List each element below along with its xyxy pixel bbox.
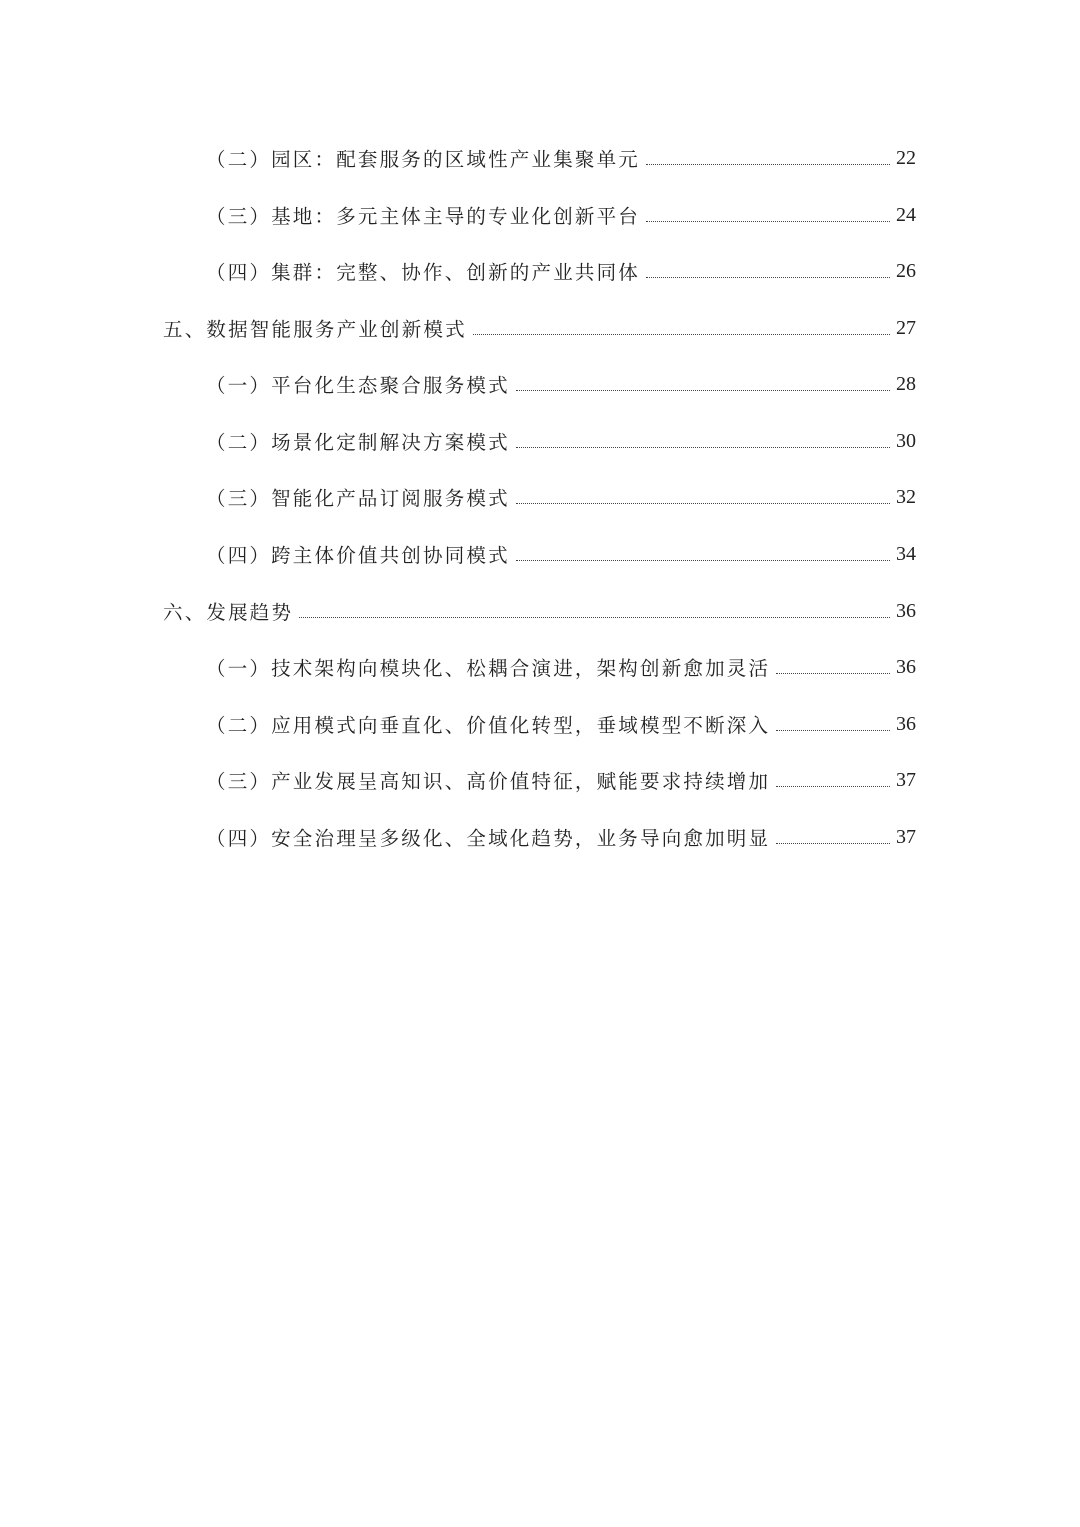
toc-entry-page-number: 37 — [896, 768, 916, 791]
toc-entry-page-number: 36 — [896, 655, 916, 678]
toc-entry-title: （一）技术架构向模块化、松耦合演进，架构创新愈加灵活 — [206, 657, 771, 680]
toc-entry-title: （二）应用模式向垂直化、价值化转型，垂域模型不断深入 — [206, 714, 771, 737]
dot-leader — [646, 164, 890, 165]
toc-entry[interactable] — [0, 367, 1080, 401]
toc-entry[interactable] — [0, 594, 1080, 628]
toc-entry-title: （一）平台化生态聚合服务模式 — [206, 374, 510, 397]
toc-entry[interactable] — [0, 763, 1080, 797]
toc-entry-page-number: 36 — [896, 599, 916, 622]
toc-entry-page-number: 36 — [896, 712, 916, 735]
toc-entry-page-number: 26 — [896, 259, 916, 282]
dot-leader — [473, 334, 890, 335]
toc-entry-title: 五、数据智能服务产业创新模式 — [163, 318, 467, 341]
dot-leader — [516, 390, 890, 391]
dot-leader — [646, 221, 890, 222]
toc-entry-title: （四）安全治理呈多级化、全域化趋势，业务导向愈加明显 — [206, 827, 771, 850]
toc-entry[interactable] — [0, 820, 1080, 854]
dot-leader — [299, 617, 890, 618]
dot-leader — [516, 447, 890, 448]
toc-entry[interactable] — [0, 198, 1080, 232]
toc-entry-title: （三）产业发展呈高知识、高价值特征，赋能要求持续增加 — [206, 770, 771, 793]
toc-entry[interactable] — [0, 707, 1080, 741]
toc-entry-title: （四）跨主体价值共创协同模式 — [206, 544, 510, 567]
dot-leader — [646, 277, 890, 278]
toc-entry[interactable] — [0, 650, 1080, 684]
dot-leader — [776, 730, 890, 731]
toc-entry-title: （三）智能化产品订阅服务模式 — [206, 487, 510, 510]
toc-entry[interactable] — [0, 141, 1080, 175]
toc-entry-title: 六、发展趋势 — [163, 601, 294, 624]
toc-entry-page-number: 34 — [896, 542, 916, 565]
dot-leader — [776, 673, 890, 674]
toc-entry-title: （四）集群：完整、协作、创新的产业共同体 — [206, 261, 641, 284]
toc-entry-page-number: 30 — [896, 429, 916, 452]
toc-entry-page-number: 24 — [896, 203, 916, 226]
dot-leader — [776, 786, 890, 787]
toc-entry-page-number: 28 — [896, 372, 916, 395]
toc-entry-page-number: 27 — [896, 316, 916, 339]
toc-entry-page-number: 32 — [896, 485, 916, 508]
toc-entry-page-number: 37 — [896, 825, 916, 848]
toc-entry[interactable] — [0, 480, 1080, 514]
toc-entry-page-number: 22 — [896, 146, 916, 169]
toc-entry-title: （三）基地：多元主体主导的专业化创新平台 — [206, 205, 641, 228]
dot-leader — [776, 843, 890, 844]
toc-entry-title: （二）场景化定制解决方案模式 — [206, 431, 510, 454]
toc-entry-title: （二）园区：配套服务的区域性产业集聚单元 — [206, 148, 641, 171]
dot-leader — [516, 560, 890, 561]
dot-leader — [516, 503, 890, 504]
toc-entry[interactable] — [0, 537, 1080, 571]
toc-entry[interactable] — [0, 311, 1080, 345]
toc-entry[interactable] — [0, 424, 1080, 458]
toc-entry[interactable] — [0, 254, 1080, 288]
